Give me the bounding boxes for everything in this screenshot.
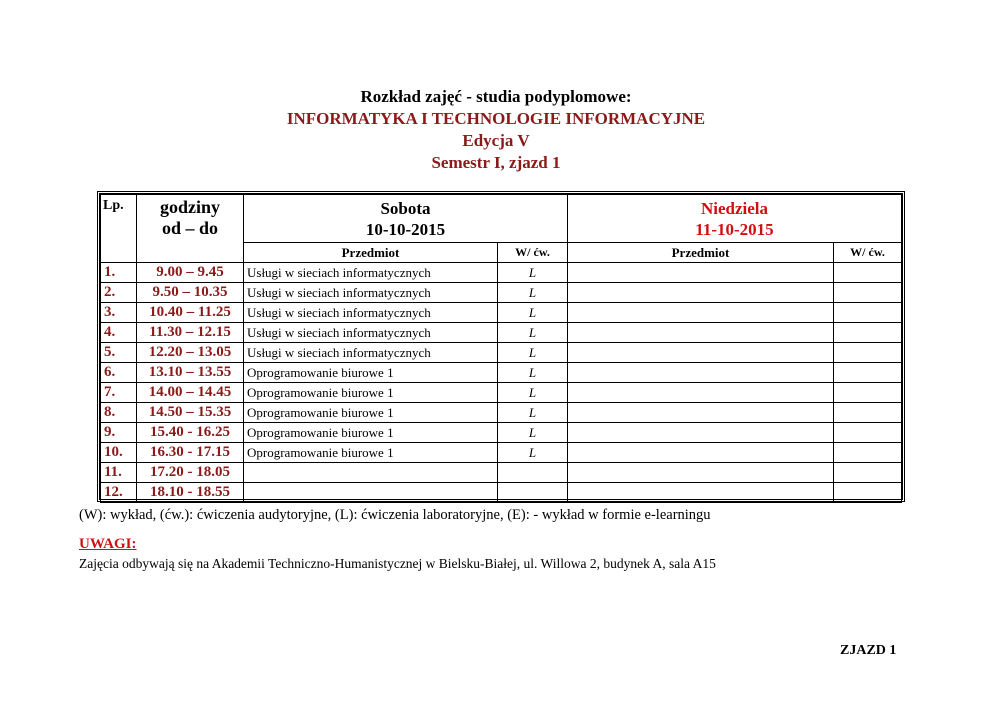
- row-hours: 11.30 – 12.15: [137, 323, 244, 343]
- saturday-subject: Usługi w sieciach informatycznych: [244, 323, 498, 343]
- row-number: 8.: [101, 403, 137, 423]
- table-row: [101, 363, 902, 383]
- row-hours: 14.00 – 14.45: [137, 383, 244, 403]
- saturday-type: [498, 463, 568, 483]
- remarks-text: Zajęcia odbywają się na Akademii Techniczno-Humanistycznej w Bielsku-Białej, ul. Willowa 2, budynek A, sala A15: [79, 556, 716, 571]
- saturday-subject: Usługi w sieciach informatycznych: [244, 263, 498, 283]
- title-semester: Semestr I, zjazd 1: [431, 153, 561, 172]
- sunday-type: [834, 463, 902, 483]
- table-row: [101, 403, 902, 423]
- row-hours: 17.20 - 18.05: [137, 463, 244, 483]
- header-hours-cont: [137, 243, 244, 263]
- saturday-subject: [244, 483, 498, 503]
- sunday-type: [834, 383, 902, 403]
- title-line-1: Rozkład zajęć - studia podyplomowe:: [360, 87, 632, 106]
- row-number: 4.: [101, 323, 137, 343]
- saturday-subject: Oprogramowanie biurowe 1: [244, 423, 498, 443]
- row-hours: 9.50 – 10.35: [137, 283, 244, 303]
- footer-session: ZJAZD 1: [840, 643, 897, 658]
- row-hours: 15.40 - 16.25: [137, 423, 244, 443]
- sunday-subject: [568, 303, 834, 323]
- saturday-type: L: [498, 423, 568, 443]
- row-hours: 10.40 – 11.25: [137, 303, 244, 323]
- saturday-subject: Oprogramowanie biurowe 1: [244, 443, 498, 463]
- row-hours: 16.30 - 17.15: [137, 443, 244, 463]
- header-hours-line2: od – do: [161, 218, 219, 238]
- sunday-subject: [568, 263, 834, 283]
- table-row: [101, 423, 902, 443]
- sunday-subject: [568, 383, 834, 403]
- sunday-type: [834, 363, 902, 383]
- saturday-subject: Oprogramowanie biurowe 1: [244, 363, 498, 383]
- table-row: [101, 463, 902, 483]
- table-row: [101, 483, 902, 503]
- sunday-subject: [568, 403, 834, 423]
- table-row: [101, 443, 902, 463]
- saturday-type: [498, 483, 568, 503]
- row-number: 6.: [101, 363, 137, 383]
- sunday-subject: [568, 463, 834, 483]
- saturday-subject-header: Przedmiot: [244, 243, 498, 263]
- sunday-subject-header: Przedmiot: [568, 243, 834, 263]
- header-sunday: [568, 195, 902, 243]
- row-number: 12.: [101, 483, 137, 503]
- table-row: [101, 323, 902, 343]
- row-number: 11.: [101, 463, 137, 483]
- sunday-subject: [568, 483, 834, 503]
- sunday-type: [834, 263, 902, 283]
- table-row: [101, 383, 902, 403]
- sunday-type: [834, 443, 902, 463]
- sunday-type: [834, 343, 902, 363]
- saturday-type: L: [498, 283, 568, 303]
- row-number: 3.: [101, 303, 137, 323]
- saturday-type: L: [498, 383, 568, 403]
- sunday-date: 11-10-2015: [695, 220, 774, 239]
- table-row: [101, 263, 902, 283]
- sunday-subject: [568, 343, 834, 363]
- saturday-type: L: [498, 403, 568, 423]
- saturday-type: L: [498, 343, 568, 363]
- saturday-subject: Usługi w sieciach informatycznych: [244, 343, 498, 363]
- legend: (W): wykład, (ćw.): ćwiczenia audytoryjne, (L): ćwiczenia laboratoryjne, (E): - wykład w formie e-learningu: [79, 507, 711, 523]
- saturday-type-header: W/ ćw.: [498, 243, 568, 263]
- table-row: [101, 283, 902, 303]
- sunday-subject: [568, 323, 834, 343]
- header-lp-cont: [101, 243, 137, 263]
- header-hours-line1: godziny: [159, 197, 220, 217]
- row-hours: 14.50 – 15.35: [137, 403, 244, 423]
- sunday-type: [834, 483, 902, 503]
- saturday-name: Sobota: [380, 199, 431, 218]
- saturday-subject: Oprogramowanie biurowe 1: [244, 383, 498, 403]
- row-hours: 18.10 - 18.55: [137, 483, 244, 503]
- header-lp: Lp.: [101, 195, 137, 243]
- row-hours: 9.00 – 9.45: [137, 263, 244, 283]
- sunday-type: [834, 423, 902, 443]
- title-line-2: INFORMATYKA I TECHNOLOGIE INFORMACYJNE: [286, 109, 706, 128]
- saturday-date: 10-10-2015: [365, 220, 446, 239]
- saturday-type: L: [498, 263, 568, 283]
- row-hours: 12.20 – 13.05: [137, 343, 244, 363]
- header-saturday: [244, 195, 568, 243]
- row-number: 9.: [101, 423, 137, 443]
- saturday-type: L: [498, 323, 568, 343]
- sunday-subject: [568, 443, 834, 463]
- title-edition: Edycja V: [462, 131, 530, 150]
- table-row: [101, 303, 902, 323]
- sunday-type-header: W/ ćw.: [834, 243, 902, 263]
- saturday-subject: Usługi w sieciach informatycznych: [244, 283, 498, 303]
- saturday-type: L: [498, 443, 568, 463]
- saturday-subject: [244, 463, 498, 483]
- schedule-table: [100, 194, 902, 503]
- row-hours: 13.10 – 13.55: [137, 363, 244, 383]
- sunday-type: [834, 403, 902, 423]
- sunday-type: [834, 303, 902, 323]
- sunday-type: [834, 323, 902, 343]
- row-number: 1.: [101, 263, 137, 283]
- table-row: [101, 343, 902, 363]
- saturday-type: L: [498, 303, 568, 323]
- sunday-subject: [568, 423, 834, 443]
- row-number: 2.: [101, 283, 137, 303]
- row-number: 7.: [101, 383, 137, 403]
- sunday-subject: [568, 363, 834, 383]
- saturday-subject: Oprogramowanie biurowe 1: [244, 403, 498, 423]
- sunday-name: Niedziela: [700, 199, 769, 218]
- saturday-type: L: [498, 363, 568, 383]
- remarks-label: UWAGI:: [79, 536, 137, 552]
- saturday-subject: Usługi w sieciach informatycznych: [244, 303, 498, 323]
- sunday-subject: [568, 283, 834, 303]
- header-hours: [137, 195, 244, 243]
- row-number: 10.: [101, 443, 137, 463]
- sunday-type: [834, 283, 902, 303]
- row-number: 5.: [101, 343, 137, 363]
